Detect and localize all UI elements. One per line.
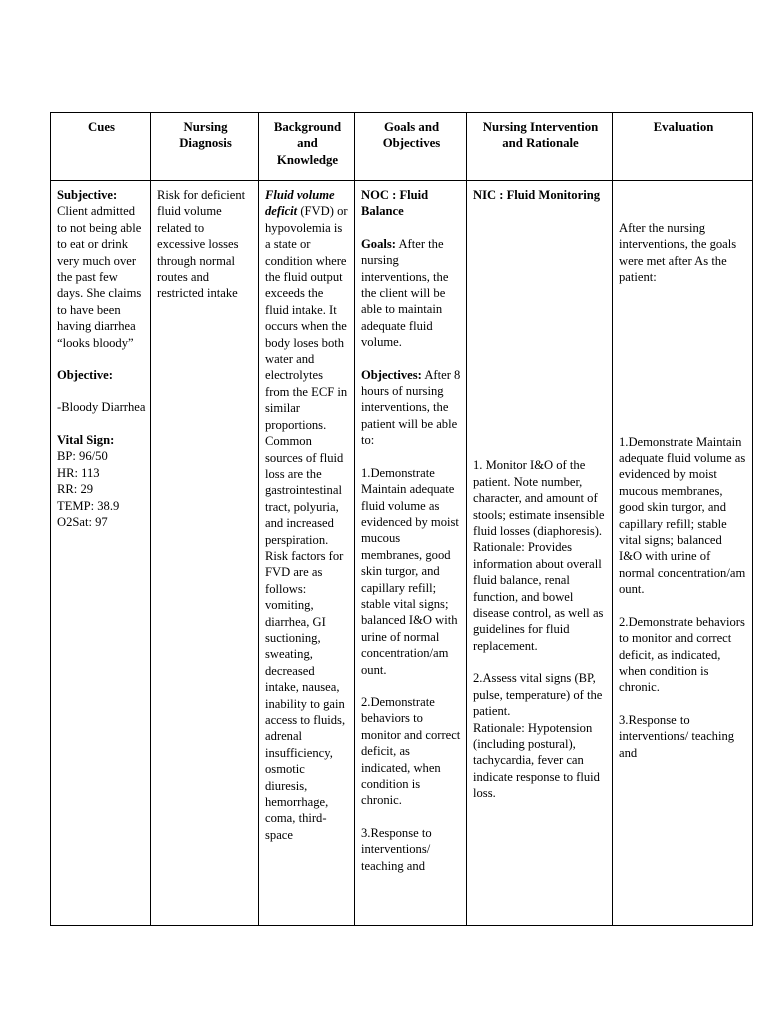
intervention-item-2: 2.Assess vital signs (BP, pulse, temperature) of the patient. xyxy=(473,671,603,719)
vital-bp: BP: 96/50 xyxy=(57,449,108,464)
nursing-care-plan-table xyxy=(50,112,753,926)
header-background: Background and Knowledge xyxy=(259,113,355,181)
subjective-label: Subjective: xyxy=(57,188,118,202)
objectives-paragraph xyxy=(361,367,462,449)
header-evaluation: Evaluation xyxy=(613,113,753,181)
table-header-row xyxy=(51,113,753,181)
vital-temp: TEMP: 38.9 xyxy=(57,498,120,513)
goals-paragraph xyxy=(361,236,462,351)
evaluation-item-2: 2.Demonstrate behaviors to monitor and correct deficit, as indicated, when condition is chronic. xyxy=(619,614,745,695)
evaluation-intro: After the nursing interventions, the goals were met after As the patient: xyxy=(619,221,737,285)
background-body: or hypovolemia is a state or condition where the fluid output exceeds the fluid intake. It occurs when the body loses both water and electrolytes from the ECF in similar proportions. Common sources of fluid loss are the gastrointestinal tract, polyuria, and increased perspiration. Risk factors for FVD are as follows: vomiting, diarrhea, GI suctioning, sweating, decreased intake, nausea, inability to gain access to fluids, adrenal insufficiency, osmotic diuresis, hemorrhage, coma, third-space xyxy=(265,204,348,842)
header-diagnosis: Nursing Diagnosis xyxy=(151,113,259,181)
objective-item-1: 1.Demonstrate Maintain adequate fluid volume as evidenced by moist mucous membranes, good skin turgor, and capillary refill; stable vital signs; balanced I&O with urine of normal concentration/am ount. xyxy=(361,465,459,677)
intervention-item-1: 1. Monitor I&O of the patient. Note number, character, and amount of stools; estimate insensible fluid losses (diaphoresis). xyxy=(473,458,605,539)
header-goals: Goals and Objectives xyxy=(355,113,467,181)
header-intervention: Nursing Intervention and Rationale xyxy=(467,113,613,181)
background-abbr: (FVD) xyxy=(297,204,334,219)
diagnosis-cell xyxy=(151,181,259,926)
goals-text: After the nursing interventions, the the client will be able to maintain adequate fluid volume. xyxy=(361,236,449,350)
intervention-cell xyxy=(467,181,613,926)
intervention-rationale-1: Rationale: Provides information about overall fluid balance, renal function, and bowel disease control, as well as guidelines for fluid replacement. xyxy=(473,540,604,653)
header-cues: Cues xyxy=(51,113,151,181)
background-cell xyxy=(259,181,355,926)
evaluation-cell xyxy=(613,181,753,926)
goals-cell xyxy=(355,181,467,926)
subjective-text: Client admitted to not being able to eat or drink very much over the past few days. She claims to have been having diarrhea “looks bloody” xyxy=(57,204,142,350)
noc-label: NOC : Fluid Balance xyxy=(361,188,429,219)
objective-item-2: 2.Demonstrate behaviors to monitor and correct deficit, as indicated, when condition is chronic. xyxy=(361,694,461,808)
nic-label: NIC : Fluid Monitoring xyxy=(473,188,600,202)
objective-label: Objective: xyxy=(57,368,113,383)
table-body-row xyxy=(51,181,753,926)
vital-rr: RR: 29 xyxy=(57,482,94,497)
evaluation-item-1: 1.Demonstrate Maintain adequate fluid volume as evidenced by moist mucous membranes, good skin turgor, and capillary refill; stable vital signs; balanced I&O with urine of normal concentration/am ount. xyxy=(619,434,746,597)
intervention-rationale-2: Rationale: Hypotension (including postural), tachycardia, fever can indicate response to fluid loss. xyxy=(473,720,600,801)
background-term: Fluid volume deficit xyxy=(265,188,335,219)
background-text xyxy=(265,187,350,843)
objective-item-3: 3.Response to interventions/ teaching and xyxy=(361,825,432,873)
diagnosis-text: Risk for deficient fluid volume related to excessive losses through normal routes and restricted intake xyxy=(157,188,246,301)
cues-cell xyxy=(51,181,151,926)
vital-sign-label: Vital Sign: xyxy=(57,432,115,447)
goals-label: Goals: xyxy=(361,236,396,251)
vital-o2sat: O2Sat: 97 xyxy=(57,514,108,529)
objective-text: -Bloody Diarrhea xyxy=(57,400,146,415)
evaluation-item-3: 3.Response to interventions/ teaching and xyxy=(619,712,735,760)
vital-hr: HR: 113 xyxy=(57,465,100,480)
objectives-text: After 8 hours of nursing interventions, the patient will be able to: xyxy=(361,367,461,448)
objectives-label: Objectives: xyxy=(361,367,422,382)
